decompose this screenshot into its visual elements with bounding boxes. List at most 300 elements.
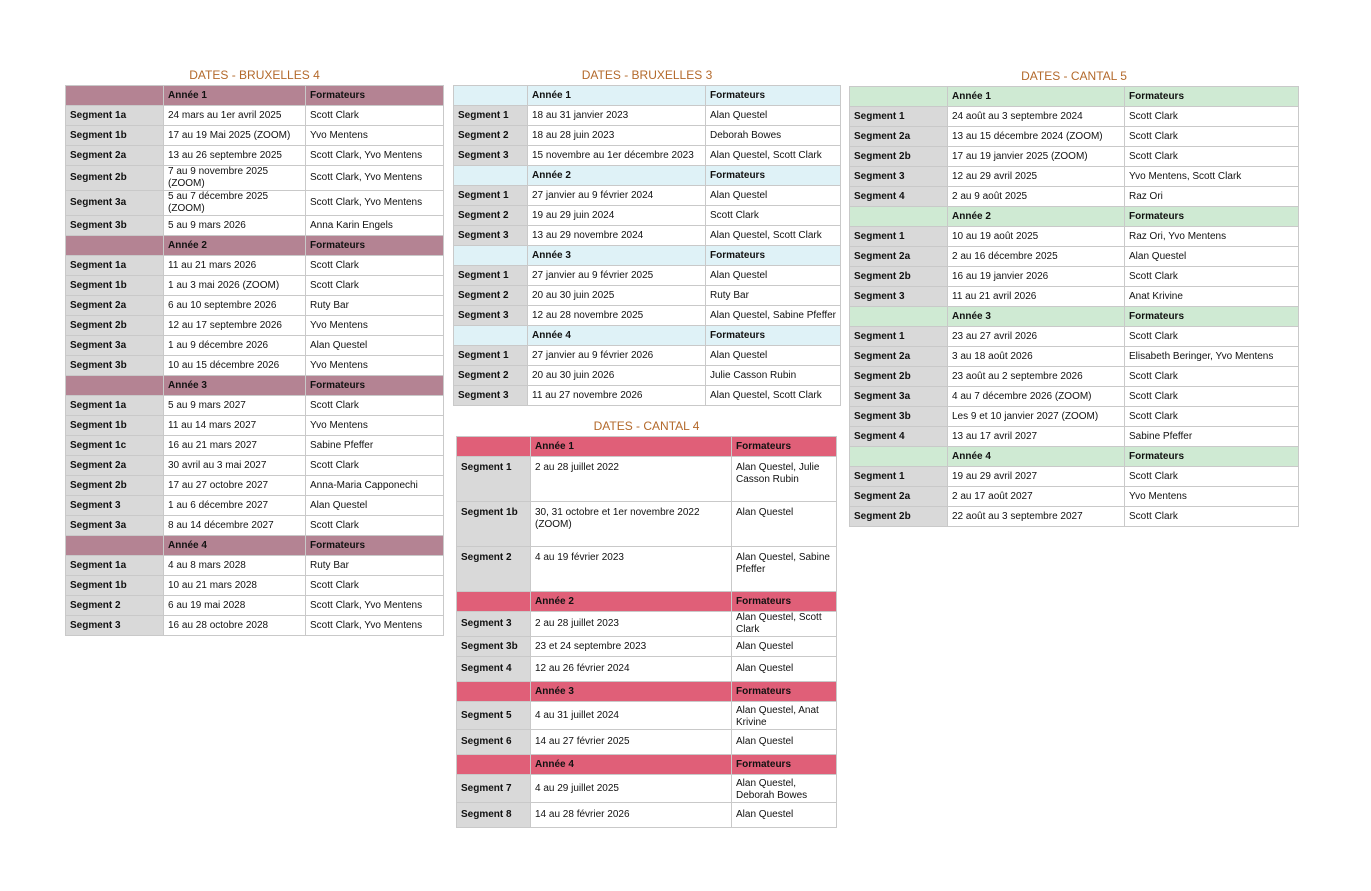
segment-cell: Segment 1 [850, 467, 948, 487]
trainers-cell: Scott Clark [1125, 367, 1299, 387]
table-row [66, 616, 444, 636]
trainers-cell: Scott Clark [1125, 107, 1299, 127]
segment-cell: Segment 2b [66, 476, 164, 496]
segment-cell: Segment 3 [454, 306, 528, 326]
segment-cell: Segment 1b [66, 576, 164, 596]
trainers-cell: Alan Questel [306, 496, 444, 516]
trainers-cell: Scott Clark, Yvo Mentens [306, 166, 444, 191]
segment-cell: Segment 8 [457, 803, 531, 828]
segment-cell: Segment 3 [850, 167, 948, 187]
dates-cell: 17 au 19 Mai 2025 (ZOOM) [164, 126, 306, 146]
year-label: Année 4 [531, 755, 732, 775]
trainers-cell: Alan Questel, Scott Clark [732, 612, 837, 637]
segment-cell: Segment 2b [850, 147, 948, 167]
table-row [66, 596, 444, 616]
table-row [454, 106, 841, 126]
year-header-blank [66, 376, 164, 396]
trainers-cell: Scott Clark [306, 456, 444, 476]
segment-cell: Segment 1b [66, 126, 164, 146]
trainers-cell: Scott Clark [306, 256, 444, 276]
table-row [66, 276, 444, 296]
table-row [454, 366, 841, 386]
year-header-row [454, 246, 841, 266]
table-row [66, 496, 444, 516]
trainers-header: Formateurs [706, 86, 841, 106]
trainers-cell: Anna Karin Engels [306, 216, 444, 236]
trainers-cell: Alan Questel, Scott Clark [706, 386, 841, 406]
table-row [454, 186, 841, 206]
year-label: Année 2 [164, 236, 306, 256]
bruxelles4-table [65, 85, 444, 636]
table-row [850, 287, 1299, 307]
trainers-cell: Alan Questel, Scott Clark [706, 146, 841, 166]
table-row [457, 457, 837, 502]
segment-cell: Segment 3b [66, 216, 164, 236]
year-header-row [457, 592, 837, 612]
dates-cell: 14 au 27 février 2025 [531, 730, 732, 755]
segment-cell: Segment 1 [454, 186, 528, 206]
dates-cell: 10 au 15 décembre 2026 [164, 356, 306, 376]
table-row [66, 516, 444, 536]
table-row [850, 367, 1299, 387]
segment-cell: Segment 4 [850, 187, 948, 207]
year-label: Année 4 [164, 536, 306, 556]
dates-cell: 22 août au 3 septembre 2027 [948, 507, 1125, 527]
table-row [454, 146, 841, 166]
year-header-row [457, 682, 837, 702]
dates-cell: 4 au 8 mars 2028 [164, 556, 306, 576]
segment-cell: Segment 2 [454, 206, 528, 226]
year-header-blank [66, 536, 164, 556]
year-label: Année 3 [528, 246, 706, 266]
dates-cell: 16 au 28 octobre 2028 [164, 616, 306, 636]
trainers-cell: Sabine Pfeffer [306, 436, 444, 456]
year-header-row [66, 376, 444, 396]
dates-cell: 6 au 19 mai 2028 [164, 596, 306, 616]
segment-cell: Segment 5 [457, 702, 531, 730]
dates-cell: 6 au 10 septembre 2026 [164, 296, 306, 316]
year-label: Année 2 [948, 207, 1125, 227]
table-row [457, 775, 837, 803]
trainers-cell: Scott Clark [1125, 407, 1299, 427]
trainers-cell: Scott Clark, Yvo Mentens [306, 191, 444, 216]
trainers-cell: Scott Clark [306, 106, 444, 126]
table-row [66, 256, 444, 276]
table-row [454, 306, 841, 326]
table-row [457, 803, 837, 828]
segment-cell: Segment 1b [457, 502, 531, 547]
cantal4-title: DATES - CANTAL 4 [593, 419, 700, 433]
segment-cell: Segment 2 [66, 596, 164, 616]
trainers-cell: Alan Questel, Julie Casson Rubin [732, 457, 837, 502]
year-label: Année 3 [531, 682, 732, 702]
trainers-header: Formateurs [306, 376, 444, 396]
segment-cell: Segment 3 [454, 386, 528, 406]
year-label: Année 1 [531, 437, 732, 457]
dates-cell: 2 au 17 août 2027 [948, 487, 1125, 507]
segment-cell: Segment 2b [850, 367, 948, 387]
segment-cell: Segment 3 [457, 612, 531, 637]
segment-cell: Segment 2 [454, 126, 528, 146]
segment-cell: Segment 1 [850, 107, 948, 127]
year-header-row [457, 755, 837, 775]
segment-cell: Segment 3a [66, 516, 164, 536]
dates-cell: 10 au 19 août 2025 [948, 227, 1125, 247]
trainers-cell: Yvo Mentens [1125, 487, 1299, 507]
segment-cell: Segment 1a [66, 556, 164, 576]
trainers-cell: Scott Clark, Yvo Mentens [306, 616, 444, 636]
segment-cell: Segment 4 [850, 427, 948, 447]
table-row [454, 266, 841, 286]
segment-cell: Segment 1a [66, 106, 164, 126]
dates-cell: 13 au 17 avril 2027 [948, 427, 1125, 447]
dates-cell: 14 au 28 février 2026 [531, 803, 732, 828]
segment-cell: Segment 4 [457, 657, 531, 682]
table-row [850, 127, 1299, 147]
year-header-blank [850, 207, 948, 227]
segment-cell: Segment 3a [66, 336, 164, 356]
trainers-cell: Scott Clark [306, 396, 444, 416]
table-row [850, 267, 1299, 287]
trainers-cell: Raz Ori [1125, 187, 1299, 207]
trainers-cell: Ruty Bar [306, 556, 444, 576]
trainers-cell: Scott Clark [1125, 127, 1299, 147]
trainers-cell: Yvo Mentens [306, 416, 444, 436]
trainers-header: Formateurs [1125, 307, 1299, 327]
table-row [66, 396, 444, 416]
trainers-header: Formateurs [1125, 207, 1299, 227]
segment-cell: Segment 3b [457, 637, 531, 657]
dates-cell: 20 au 30 juin 2025 [528, 286, 706, 306]
trainers-header: Formateurs [732, 592, 837, 612]
dates-cell: 20 au 30 juin 2026 [528, 366, 706, 386]
trainers-cell: Alan Questel [706, 106, 841, 126]
trainers-cell: Alan Questel, Scott Clark [706, 226, 841, 246]
dates-cell: 30 avril au 3 mai 2027 [164, 456, 306, 476]
table-row [850, 407, 1299, 427]
dates-cell: 18 au 28 juin 2023 [528, 126, 706, 146]
dates-cell: 2 au 28 juillet 2023 [531, 612, 732, 637]
trainers-cell: Raz Ori, Yvo Mentens [1125, 227, 1299, 247]
trainers-cell: Yvo Mentens, Scott Clark [1125, 167, 1299, 187]
dates-cell: 5 au 9 mars 2026 [164, 216, 306, 236]
segment-cell: Segment 1a [66, 396, 164, 416]
year-label: Année 1 [528, 86, 706, 106]
dates-cell: 17 au 27 octobre 2027 [164, 476, 306, 496]
table-row [66, 191, 444, 216]
trainers-header: Formateurs [306, 86, 444, 106]
year-header-row [850, 447, 1299, 467]
segment-cell: Segment 2b [66, 166, 164, 191]
dates-cell: 18 au 31 janvier 2023 [528, 106, 706, 126]
segment-cell: Segment 1 [454, 266, 528, 286]
dates-cell: 11 au 14 mars 2027 [164, 416, 306, 436]
dates-cell: 2 au 28 juillet 2022 [531, 457, 732, 502]
year-header-blank [66, 236, 164, 256]
segment-cell: Segment 2a [850, 347, 948, 367]
table-row [454, 286, 841, 306]
trainers-header: Formateurs [1125, 447, 1299, 467]
year-label: Année 3 [948, 307, 1125, 327]
cantal4-body [457, 437, 837, 828]
table-row [66, 126, 444, 146]
year-header-row [454, 166, 841, 186]
trainers-cell: Deborah Bowes [706, 126, 841, 146]
trainers-cell: Scott Clark [1125, 327, 1299, 347]
cantal4-schedule [456, 416, 837, 828]
trainers-header: Formateurs [306, 536, 444, 556]
table-row [66, 166, 444, 191]
bruxelles3-title: DATES - BRUXELLES 3 [581, 68, 713, 82]
cantal5-table [849, 86, 1299, 527]
bruxelles3-body [454, 86, 841, 406]
table-row [454, 386, 841, 406]
dates-cell: 24 mars au 1er avril 2025 [164, 106, 306, 126]
dates-cell: 1 au 6 décembre 2027 [164, 496, 306, 516]
dates-cell: 23 et 24 septembre 2023 [531, 637, 732, 657]
year-header-blank [457, 592, 531, 612]
segment-cell: Segment 1 [850, 227, 948, 247]
year-header-row [454, 326, 841, 346]
year-label: Année 2 [528, 166, 706, 186]
trainers-cell: Scott Clark [1125, 147, 1299, 167]
dates-cell: 2 au 16 décembre 2025 [948, 247, 1125, 267]
year-label: Année 4 [948, 447, 1125, 467]
dates-cell: Les 9 et 10 janvier 2027 (ZOOM) [948, 407, 1125, 427]
segment-cell: Segment 2a [66, 456, 164, 476]
dates-cell: 27 janvier au 9 février 2024 [528, 186, 706, 206]
trainers-cell: Scott Clark [1125, 467, 1299, 487]
bruxelles4-schedule [65, 65, 444, 636]
segment-cell: Segment 7 [457, 775, 531, 803]
table-row [850, 487, 1299, 507]
dates-cell: 27 janvier au 9 février 2025 [528, 266, 706, 286]
trainers-cell: Sabine Pfeffer [1125, 427, 1299, 447]
segment-cell: Segment 3a [850, 387, 948, 407]
segment-cell: Segment 2a [850, 247, 948, 267]
dates-cell: 12 au 28 novembre 2025 [528, 306, 706, 326]
segment-cell: Segment 6 [457, 730, 531, 755]
segment-cell: Segment 3 [66, 616, 164, 636]
dates-cell: 8 au 14 décembre 2027 [164, 516, 306, 536]
year-header-blank [457, 437, 531, 457]
year-header-blank [457, 682, 531, 702]
trainers-cell: Scott Clark [1125, 507, 1299, 527]
year-header-blank [850, 447, 948, 467]
table-row [66, 436, 444, 456]
dates-cell: 4 au 31 juillet 2024 [531, 702, 732, 730]
cantal4-table [456, 436, 837, 828]
table-row [66, 356, 444, 376]
table-row [66, 146, 444, 166]
year-header-blank [454, 166, 528, 186]
trainers-cell: Alan Questel, Sabine Pfeffer [732, 547, 837, 592]
trainers-cell: Alan Questel [732, 637, 837, 657]
segment-cell: Segment 2a [850, 127, 948, 147]
segment-cell: Segment 3a [66, 191, 164, 216]
segment-cell: Segment 2b [850, 507, 948, 527]
dates-cell: 13 au 15 décembre 2024 (ZOOM) [948, 127, 1125, 147]
year-header-blank [454, 86, 528, 106]
dates-cell: 4 au 19 février 2023 [531, 547, 732, 592]
year-header-row [457, 437, 837, 457]
dates-cell: 30, 31 octobre et 1er novembre 2022 (ZOOM) [531, 502, 732, 547]
table-row [457, 502, 837, 547]
table-row [850, 387, 1299, 407]
year-label: Année 4 [528, 326, 706, 346]
table-row [457, 702, 837, 730]
trainers-header: Formateurs [1125, 87, 1299, 107]
table-row [66, 216, 444, 236]
trainers-header: Formateurs [732, 682, 837, 702]
segment-cell: Segment 2 [454, 366, 528, 386]
dates-cell: 17 au 19 janvier 2025 (ZOOM) [948, 147, 1125, 167]
table-row [454, 346, 841, 366]
segment-cell: Segment 2 [454, 286, 528, 306]
cantal5-title: DATES - CANTAL 5 [1021, 69, 1127, 83]
trainers-cell: Yvo Mentens [306, 356, 444, 376]
segment-cell: Segment 1 [850, 327, 948, 347]
trainers-cell: Alan Questel [732, 502, 837, 547]
trainers-header: Formateurs [306, 236, 444, 256]
dates-cell: 11 au 21 mars 2026 [164, 256, 306, 276]
dates-cell: 4 au 7 décembre 2026 (ZOOM) [948, 387, 1125, 407]
trainers-header: Formateurs [706, 166, 841, 186]
trainers-cell: Yvo Mentens [306, 316, 444, 336]
table-row [850, 147, 1299, 167]
table-row [66, 106, 444, 126]
table-row [66, 336, 444, 356]
trainers-cell: Alan Questel [732, 657, 837, 682]
table-row [66, 296, 444, 316]
table-row [850, 187, 1299, 207]
segment-cell: Segment 3 [850, 287, 948, 307]
trainers-header: Formateurs [706, 246, 841, 266]
year-header-row [850, 307, 1299, 327]
year-header-blank [454, 326, 528, 346]
segment-cell: Segment 1 [454, 106, 528, 126]
table-row [66, 476, 444, 496]
table-row [66, 576, 444, 596]
trainers-cell: Scott Clark, Yvo Mentens [306, 596, 444, 616]
segment-cell: Segment 3 [454, 146, 528, 166]
dates-cell: 4 au 29 juillet 2025 [531, 775, 732, 803]
segment-cell: Segment 2a [850, 487, 948, 507]
table-row [850, 347, 1299, 367]
trainers-cell: Alan Questel, Deborah Bowes [732, 775, 837, 803]
year-header-row [850, 207, 1299, 227]
bruxelles4-title: DATES - BRUXELLES 4 [189, 68, 320, 82]
table-row [850, 247, 1299, 267]
segment-cell: Segment 3 [454, 226, 528, 246]
trainers-cell: Ruty Bar [706, 286, 841, 306]
dates-cell: 5 au 7 décembre 2025 (ZOOM) [164, 191, 306, 216]
bruxelles4-body [66, 86, 444, 636]
year-header-blank [454, 246, 528, 266]
segment-cell: Segment 2b [850, 267, 948, 287]
table-row [66, 556, 444, 576]
dates-cell: 2 au 9 août 2025 [948, 187, 1125, 207]
trainers-cell: Scott Clark [1125, 387, 1299, 407]
segment-cell: Segment 1 [454, 346, 528, 366]
trainers-cell: Ruty Bar [306, 296, 444, 316]
segment-cell: Segment 3 [66, 496, 164, 516]
year-header-blank [66, 86, 164, 106]
year-header-blank [457, 755, 531, 775]
trainers-cell: Alan Questel [706, 346, 841, 366]
segment-cell: Segment 2 [457, 547, 531, 592]
dates-cell: 13 au 29 novembre 2024 [528, 226, 706, 246]
table-row [457, 637, 837, 657]
table-row [457, 612, 837, 637]
dates-cell: 1 au 9 décembre 2026 [164, 336, 306, 356]
table-row [454, 126, 841, 146]
table-row [850, 327, 1299, 347]
trainers-cell: Alan Questel [706, 186, 841, 206]
bruxelles3-schedule [453, 65, 841, 406]
dates-cell: 11 au 21 avril 2026 [948, 287, 1125, 307]
table-row [66, 316, 444, 336]
dates-cell: 23 août au 2 septembre 2026 [948, 367, 1125, 387]
dates-cell: 16 au 21 mars 2027 [164, 436, 306, 456]
dates-cell: 23 au 27 avril 2026 [948, 327, 1125, 347]
trainers-cell: Alan Questel [1125, 247, 1299, 267]
dates-cell: 15 novembre au 1er décembre 2023 [528, 146, 706, 166]
dates-cell: 19 au 29 juin 2024 [528, 206, 706, 226]
year-label: Année 1 [948, 87, 1125, 107]
year-header-row [66, 536, 444, 556]
dates-cell: 5 au 9 mars 2027 [164, 396, 306, 416]
cantal5-body [850, 87, 1299, 527]
segment-cell: Segment 2b [66, 316, 164, 336]
cantal5-schedule [849, 66, 1299, 527]
trainers-cell: Alan Questel, Sabine Pfeffer [706, 306, 841, 326]
dates-cell: 16 au 19 janvier 2026 [948, 267, 1125, 287]
trainers-cell: Alan Questel, Anat Krivine [732, 702, 837, 730]
table-row [850, 107, 1299, 127]
dates-cell: 12 au 29 avril 2025 [948, 167, 1125, 187]
dates-cell: 10 au 21 mars 2028 [164, 576, 306, 596]
year-label: Année 3 [164, 376, 306, 396]
trainers-cell: Scott Clark [306, 516, 444, 536]
table-row [457, 730, 837, 755]
dates-cell: 7 au 9 novembre 2025 (ZOOM) [164, 166, 306, 191]
year-header-blank [850, 307, 948, 327]
table-row [454, 206, 841, 226]
table-row [457, 547, 837, 592]
dates-cell: 27 janvier au 9 février 2026 [528, 346, 706, 366]
trainers-cell: Elisabeth Beringer, Yvo Mentens [1125, 347, 1299, 367]
table-row [850, 507, 1299, 527]
table-row [850, 467, 1299, 487]
table-row [850, 227, 1299, 247]
segment-cell: Segment 1b [66, 416, 164, 436]
year-label: Année 1 [164, 86, 306, 106]
dates-cell: 13 au 26 septembre 2025 [164, 146, 306, 166]
segment-cell: Segment 1a [66, 256, 164, 276]
bruxelles3-table [453, 85, 841, 406]
trainers-cell: Scott Clark [1125, 267, 1299, 287]
trainers-cell: Alan Questel [306, 336, 444, 356]
trainers-cell: Yvo Mentens [306, 126, 444, 146]
segment-cell: Segment 1b [66, 276, 164, 296]
table-row [457, 657, 837, 682]
segment-cell: Segment 2a [66, 296, 164, 316]
segment-cell: Segment 2a [66, 146, 164, 166]
trainers-header: Formateurs [732, 755, 837, 775]
trainers-header: Formateurs [706, 326, 841, 346]
trainers-cell: Anna-Maria Capponechi [306, 476, 444, 496]
